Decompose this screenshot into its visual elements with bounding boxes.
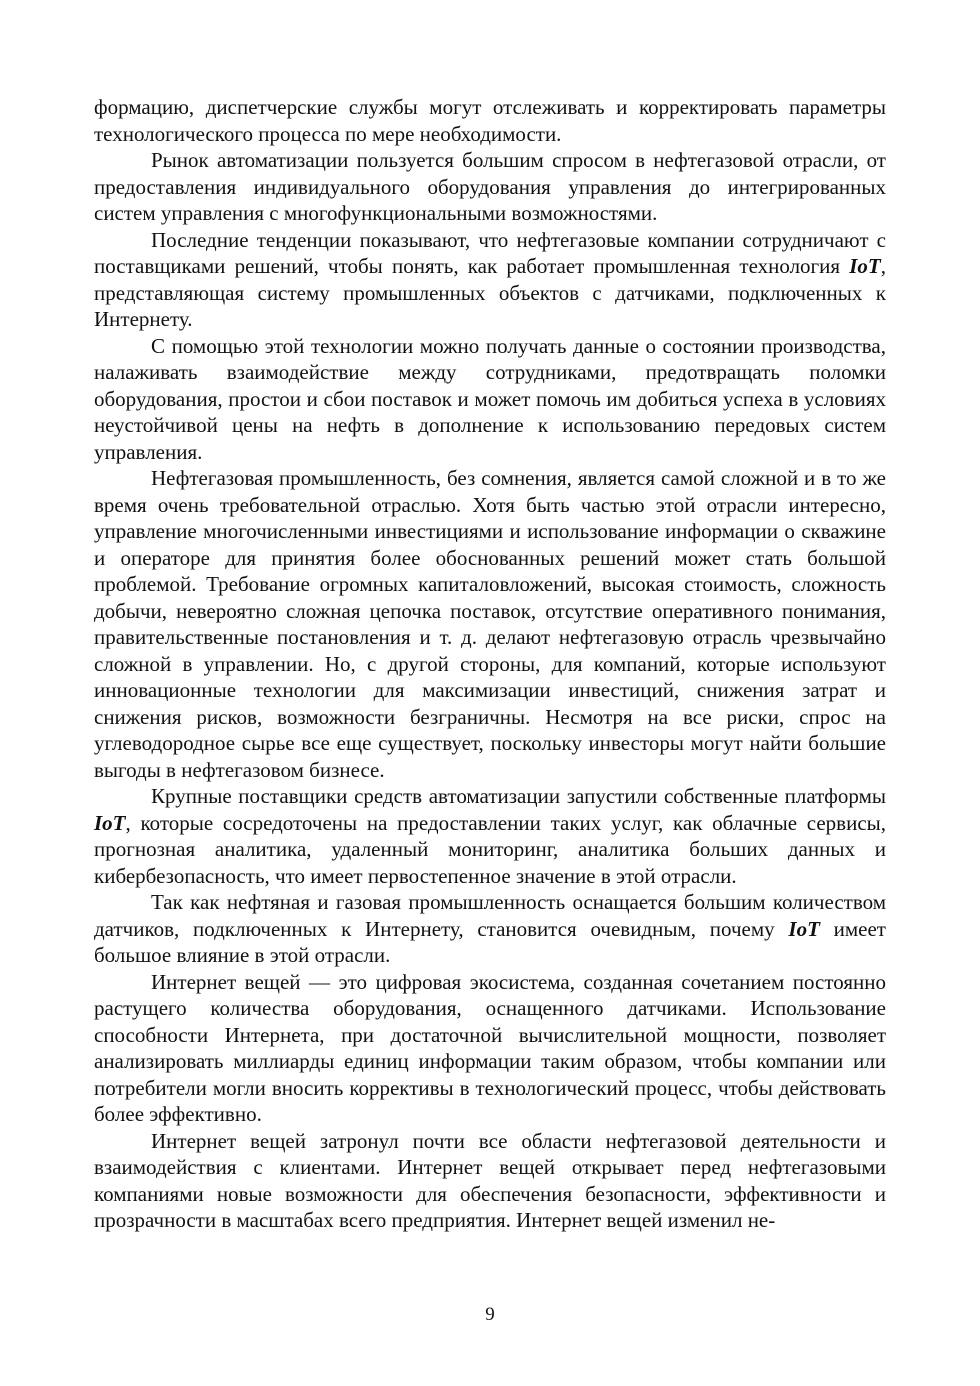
paragraph-text: имеет большое влияние в этой отрасли. [94,916,886,967]
paragraph-iot-definition: Интернет вещей — это цифровая экосистема, созданная сочетанием постоянно растущего количества оборудования, оснащенного датчиками. Использование способности Интернета, при достаточной вычислительной мощности, позволяет анализировать миллиарды единиц информации таким образом, чтобы компании или потребители могли вносить коррективы в технологический процесс, чтобы действовать более эффективно. [94,969,886,1126]
paragraph-oil-gas-industry: Нефтегазовая промышленность, без сомнения, является самой сложной и в то же время очень требовательной отраслью. Хотя быть частью этой отрасли интересно, управление многочисленными инвестициями и использование информации о скважине и операторе для принятия более обоснованных решений может стать большой проблемой. Требование огромных капиталовложений, высокая стоимость, сложность добычи, невероятно сложная цепочка поставок, отсутствие оперативного понимания, правительственные постановления и т. д. делают нефтегазовую отрасль чрезвычайно сложной в управлении. Но, с другой стороны, для компаний, которые используют инновационные технологии для максимизации инвестиций, снижения затрат и снижения рисков, возможности безграничны. Несмотря на все риски, спрос на углеводородное сырье все еще существует, поскольку инвесторы могут найти большие выгоды в нефтегазовом бизнесе. [94,466,886,782]
page-number: 9 [485,1304,495,1325]
paragraph-text: , которые сосредоточены на предоставлении таких услуг, как облачные сервисы, прогнозная аналитика, удаленный мониторинг, аналитика больших данных и кибербезопасность, что имеет первостепенное значение в этой отрасли. [94,810,886,888]
paragraph-text: Так как нефтяная и газовая промышленность оснащается большим количеством датчиков, подключенных к Интернету, становится очевидным, почему [94,890,886,941]
paragraph-text: , представляющая систему промышленных объектов с датчиками, подключенных к Интернету. [94,254,886,331]
paragraph-recent-trends [94,227,886,333]
body-text [94,94,886,1234]
iot-term: IoT [849,254,881,278]
iot-term: IoT [788,916,820,941]
paragraph-iot-impact: Интернет вещей затронул почти все области нефтегазовой деятельности и взаимодействия с клиентами. Интернет вещей открывает перед нефтегазовыми компаниями новые возможности для обеспечения безопасности, эффективности и прозрачности в масштабах всего предприятия. Интернет вещей изменил не- [94,1128,886,1232]
paragraph-continuation: формацию, диспетчерские службы могут отслеживать и корректировать параметры технологического процесса по мере необходимости. [94,95,886,146]
iot-term: IoT [94,810,126,835]
paragraph-text: Крупные поставщики средств автоматизации запустили собственные платформы [151,784,886,808]
paragraph-text: Последние тенденции показывают, что нефтегазовые компании сотрудничают с поставщиками решений, чтобы понять, как работает промышленная технология [94,227,886,278]
paragraph-technology-benefits: С помощью этой технологии можно получать данные о состоянии производства, налаживать взаимодействие между сотрудниками, предотвращать поломки оборудования, простои и сбои поставок и может помочь им добиться успеха в условиях неустойчивой цены на нефть в дополнение к использованию передовых систем управления. [94,333,886,464]
paragraph-sensors [94,889,886,969]
paragraph-automation-market: Рынок автоматизации пользуется большим спросом в нефтегазовой отрасли, от предоставления индивидуального оборудования управления до интегрированных систем управления с многофункциональными возможностями. [94,148,886,225]
paragraph-iot-platforms [94,783,886,889]
